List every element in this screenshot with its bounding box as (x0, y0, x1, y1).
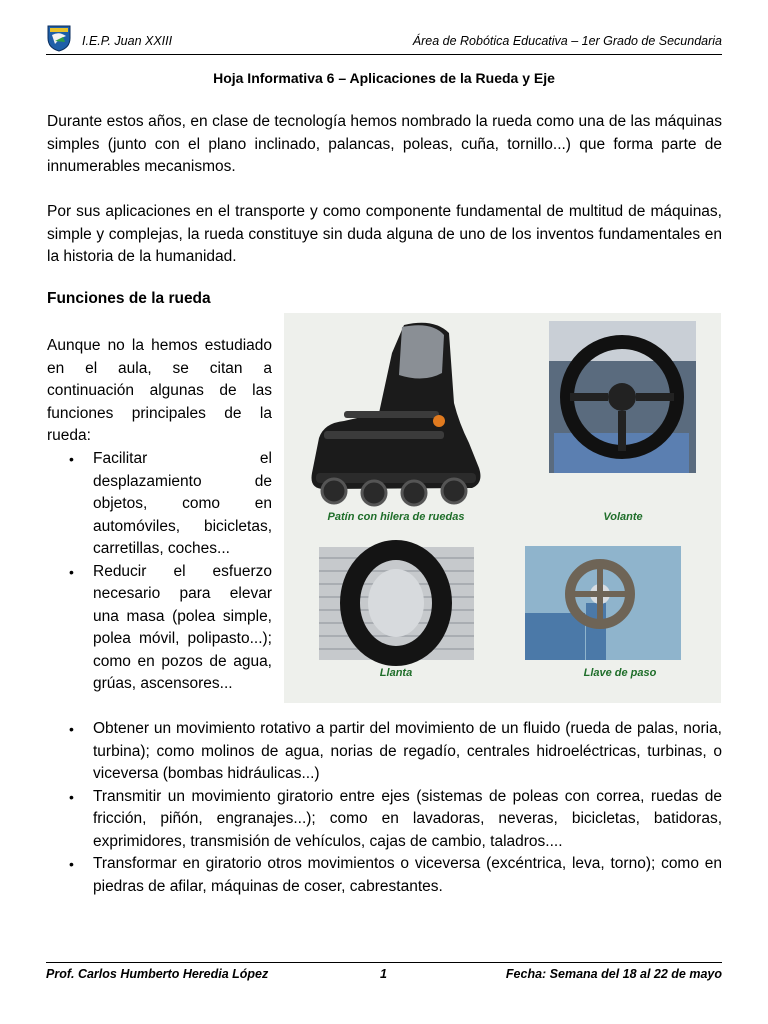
footer-date: Fecha: Semana del 18 al 22 de mayo (505, 967, 722, 981)
caption-wheel: Volante (603, 511, 643, 523)
wheel-applications-figure (284, 313, 721, 703)
valve-image (525, 546, 681, 660)
list-item-text: Facilitar el desplazamiento de objetos, como en automóviles, bicicletas, carretillas, coches... (93, 450, 272, 557)
list-item-text: Reducir el esfuerzo necesario para elevar una masa (polea simple, polea móvil, polipasto...); como en pozos de agua, grúas, ascensores... (93, 562, 272, 692)
inline-skate-image (312, 323, 481, 505)
footer-page-number: 1 (380, 967, 387, 981)
bullet-icon: • (69, 856, 74, 872)
list-item (47, 561, 272, 696)
bullet-icon: • (69, 451, 74, 467)
page-footer (46, 962, 722, 987)
section-title: Funciones de la rueda (47, 290, 211, 307)
paragraph-1: Durante estos años, en clase de tecnología hemos nombrado la rueda como una de las máquinas simples (junto con el plano inclinado, palancas, poleas, cuña, tornillo...) que forma parte de innumerables mecanismos. (47, 113, 722, 175)
caption-valve: Llave de paso (583, 667, 657, 679)
page-header (46, 24, 722, 55)
list-item-text: Obtener un movimiento rotativo a partir del movimiento de un fluido (rueda de palas, noria, turbina); como molinos de agua, norias de regadío, centrales hidroeléctricas, turbinas, o viceversa (bombas hidráulicas...) (93, 720, 722, 782)
list-item (47, 786, 722, 854)
bullet-icon: • (69, 788, 74, 805)
functions-list-narrow (47, 448, 272, 696)
document-title: Hoja Informativa 6 – Aplicaciones de la Rueda y Eje (213, 70, 555, 86)
functions-list-wide (47, 718, 722, 898)
course-area: Área de Robótica Educativa – 1er Grado de Secundaria (412, 34, 722, 48)
footer-author: Prof. Carlos Humberto Heredia López (46, 967, 269, 981)
intro-paragraph: Aunque no la hemos estudiado en el aula, se citan a continuación algunas de las funciones principales de la rueda: (47, 337, 272, 444)
list-item-text: Transformar en giratorio otros movimientos o viceversa (excéntrica, leva, torno); como en piedras de afilar, máquinas de coser, cabrestantes. (93, 855, 722, 895)
bullet-icon: • (69, 721, 74, 737)
bullet-icon: • (69, 563, 74, 580)
list-item (47, 718, 722, 786)
tire-image (319, 547, 474, 660)
school-shield-logo-icon (46, 24, 72, 52)
list-item (47, 853, 722, 898)
list-item (47, 448, 272, 561)
paragraph-2: Por sus aplicaciones en el transporte y como componente fundamental de multitud de máquinas, simple y complejas, la rueda constituye sin duda alguna de uno de los inventos fundamentales en la historia de la humanidad. (47, 203, 722, 265)
caption-skate: Patín con hilera de ruedas (327, 511, 465, 523)
school-name: I.E.P. Juan XXIII (82, 34, 173, 48)
steering-wheel-image (549, 321, 696, 473)
caption-tire: Llanta (379, 667, 413, 679)
figure-illustrations (284, 313, 721, 703)
list-item-text: Transmitir un movimiento giratorio entre ejes (sistemas de poleas con correa, ruedas de fricción, piñón, engranajes...); como en lavadoras, neveras, bicicletas, batidoras, exprimidores, transmisión de vehículos, cajas de cambio, taladros.... (93, 787, 722, 850)
